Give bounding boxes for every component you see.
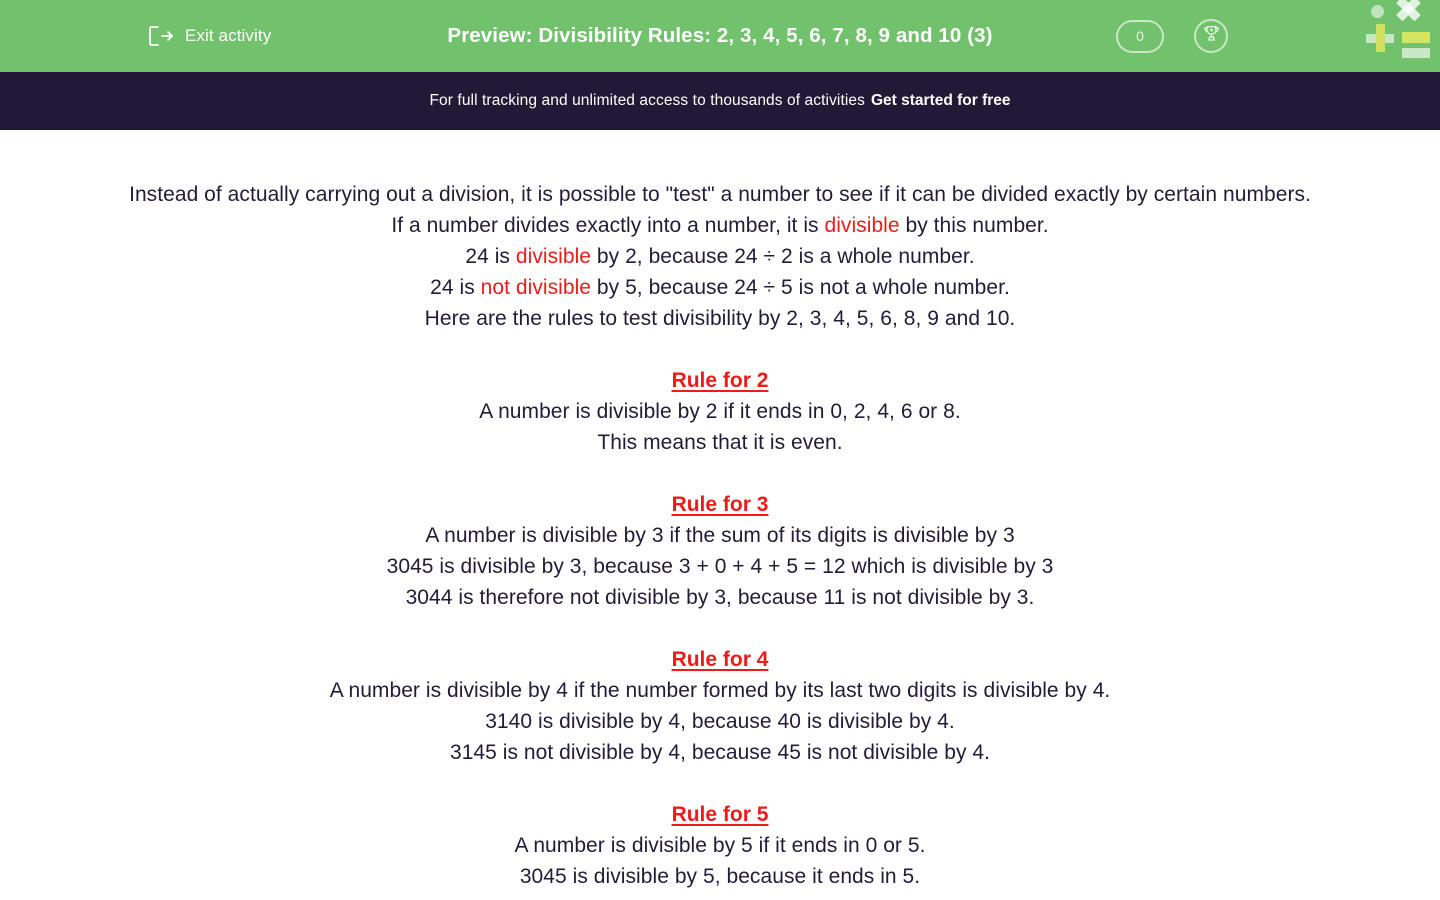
trophy-icon bbox=[1202, 24, 1221, 48]
exit-activity-label: Exit activity bbox=[185, 26, 272, 45]
rule-line: A number is divisible by 4 if the number formed by its last two digits is divisible by 4. bbox=[329, 679, 1111, 702]
achievements-button[interactable] bbox=[1194, 19, 1228, 53]
get-started-link[interactable]: Get started for free bbox=[871, 92, 1011, 109]
intro-line-3-prefix: 24 is bbox=[465, 245, 516, 268]
points-badge[interactable] bbox=[1116, 20, 1164, 53]
rule-line: A number is divisible by 5 if it ends in 0 or 5. bbox=[514, 834, 926, 857]
rules-list bbox=[0, 365, 1440, 892]
activity-content bbox=[0, 130, 1440, 900]
intro-line-5: Here are the rules to test divisibility by 2, 3, 4, 5, 6, 8, 9 and 10. bbox=[424, 307, 1016, 330]
intro-line-3-suffix: by 2, because 24 ÷ 2 is a whole number. bbox=[591, 245, 975, 268]
exit-arrow-icon bbox=[148, 24, 174, 48]
intro-paragraph bbox=[0, 179, 1440, 334]
rule-line: 3045 is divisible by 3, because 3 + 0 + 4 + 5 = 12 which is divisible by 3 bbox=[386, 555, 1054, 578]
intro-line-4-suffix: by 5, because 24 ÷ 5 is not a whole number. bbox=[591, 276, 1010, 299]
promo-banner bbox=[0, 72, 1440, 130]
decor-circle-icon bbox=[1371, 5, 1384, 18]
decor-bar-white-icon bbox=[1402, 48, 1430, 58]
rule-body bbox=[0, 396, 1440, 458]
top-bar bbox=[0, 0, 1440, 72]
rule-block bbox=[0, 365, 1440, 458]
intro-line-2-highlight: divisible bbox=[824, 214, 900, 237]
rule-line: 3045 is divisible by 5, because it ends in 5. bbox=[519, 865, 921, 888]
intro-line-3 bbox=[0, 241, 1440, 272]
promo-text: For full tracking and unlimited access to thousands of activities bbox=[429, 92, 865, 109]
rule-title: Rule for 2 bbox=[671, 369, 769, 392]
rule-line: This means that it is even. bbox=[597, 431, 843, 454]
rule-line: 3145 is not divisible by 4, because 45 is not divisible by 4. bbox=[449, 741, 991, 764]
rule-line: A number is divisible by 3 if the sum of its digits is divisible by 3 bbox=[425, 524, 1015, 547]
decorative-shapes bbox=[1340, 0, 1440, 72]
decor-bar-yellow-icon bbox=[1402, 32, 1430, 43]
rule-block bbox=[0, 644, 1440, 768]
intro-line-4 bbox=[0, 272, 1440, 303]
decor-cross-icon bbox=[1396, 0, 1422, 18]
page-title: Preview: Divisibility Rules: 2, 3, 4, 5, 6, 7, 8, 9 and 10 (3) bbox=[447, 24, 993, 47]
exit-activity-button[interactable] bbox=[148, 0, 271, 72]
points-value: 0 bbox=[1136, 28, 1144, 44]
rule-line: 3044 is therefore not divisible by 3, because 11 is not divisible by 3. bbox=[405, 586, 1035, 609]
rule-line: A number is divisible by 2 if it ends in 0, 2, 4, 6 or 8. bbox=[479, 400, 961, 423]
rule-body bbox=[0, 520, 1440, 613]
intro-line-2 bbox=[0, 210, 1440, 241]
rule-block bbox=[0, 489, 1440, 613]
rule-block bbox=[0, 799, 1440, 892]
intro-line-4-prefix: 24 is bbox=[430, 276, 481, 299]
top-bar-actions bbox=[1116, 0, 1228, 72]
intro-line-4-highlight: not divisible bbox=[480, 276, 592, 299]
rule-title: Rule for 3 bbox=[671, 493, 769, 516]
rule-body bbox=[0, 675, 1440, 768]
rule-title: Rule for 4 bbox=[671, 648, 769, 671]
rule-line: 3140 is divisible by 4, because 40 is divisible by 4. bbox=[485, 710, 955, 733]
intro-line-2-suffix: by this number. bbox=[899, 214, 1049, 237]
rule-title: Rule for 5 bbox=[671, 803, 769, 826]
intro-line-3-highlight: divisible bbox=[515, 245, 592, 268]
intro-line-2-prefix: If a number divides exactly into a number, it is bbox=[391, 214, 825, 237]
rule-body bbox=[0, 830, 1440, 892]
intro-line-1: Instead of actually carrying out a division, it is possible to "test" a number to see if it can be divided exactly by certain numbers. bbox=[129, 183, 1311, 206]
decor-plus-icon bbox=[1366, 24, 1394, 52]
